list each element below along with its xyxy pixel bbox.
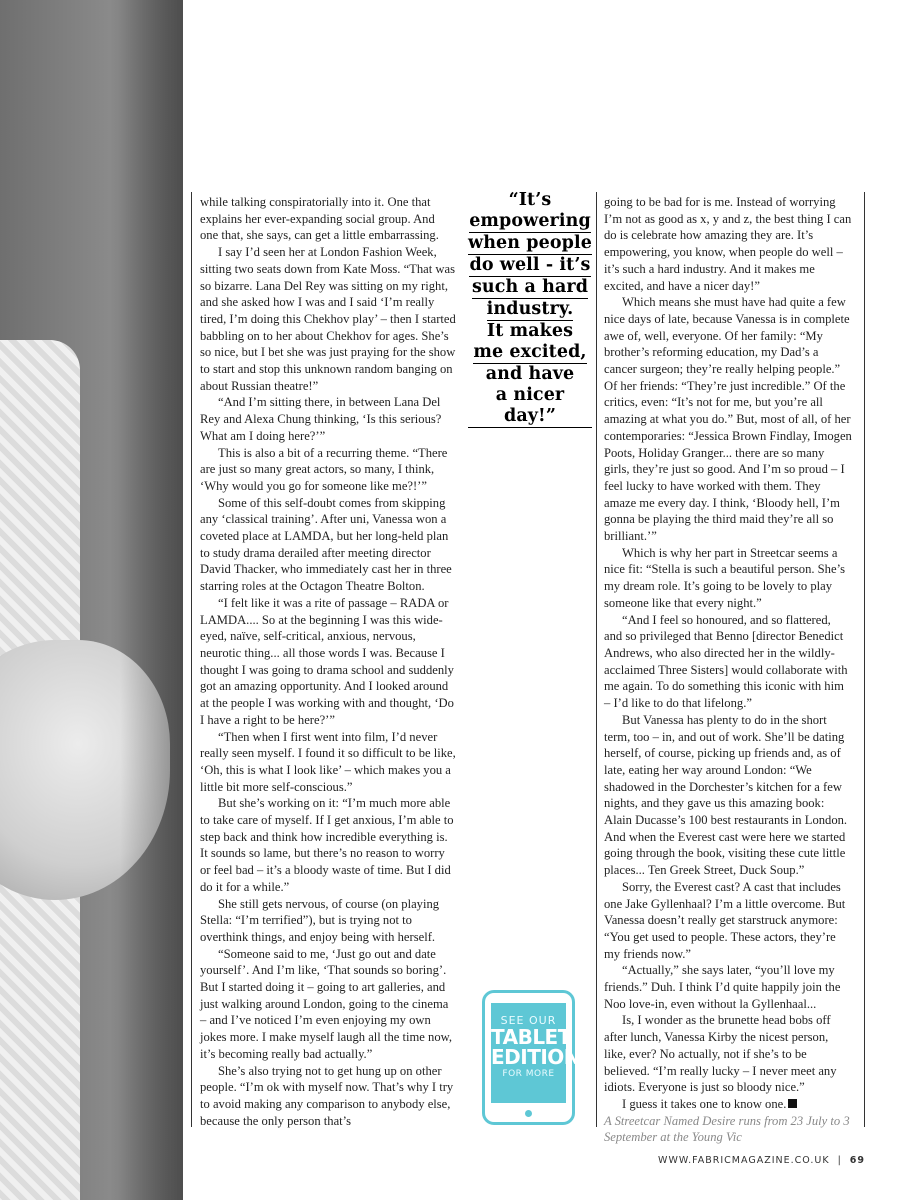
cover-photo	[0, 0, 183, 1200]
paragraph: This is also a bit of a recurring theme. “There are just so many great actors, so many, I think, ‘Why would you go for someone like me?!’”	[200, 445, 448, 493]
paragraph: But she’s working on it: “I’m much more able to take care of myself. If I get anxious, I’m able to step back and think how incredible everything is. It sounds so lame, but there’s no reason to worry or feel bad – it’s a bloody waste of time. But I did do it for a while.”	[200, 796, 454, 894]
paragraph	[604, 1096, 852, 1113]
column-rule-middle	[596, 192, 597, 1127]
pull-quote-line: and have	[485, 364, 575, 384]
paragraph: “I felt like it was a rite of passage – RADA or LAMDA.... So at the beginning I was this wide-eyed, naïve, self-critical, anxious, nervous, neurotic thing... all those words I was. Because I thought I was going to drama school and suddenly got an amazing opportunity. And I looked around at the people I was working with and thought, ‘Do I have a right to be here?’”	[200, 595, 454, 727]
article-column-3	[604, 194, 852, 1146]
article-column-1	[200, 194, 456, 1129]
paragraph: “And I’m sitting there, in between Lana Del Rey and Alexa Chung thinking, ‘Is this serious? What am I doing here?’”	[200, 395, 442, 443]
tablet-edition-badge[interactable]	[482, 990, 581, 1125]
page-number: 69	[849, 1155, 865, 1166]
paragraph: She’s also trying not to get hung up on other people. “I’m ok with myself now. That’s why I try to avoid making any comparison to anybody else, because the only person that’s	[200, 1063, 454, 1128]
column-rule-right	[864, 192, 865, 1127]
paragraph: She still gets nervous, of course (on playing Stella: “I’m terrified”), but is trying not to overthink things, and enjoy being with herself.	[200, 896, 440, 944]
pull-quote-line: when people	[468, 233, 592, 253]
pull-quote-line: such a hard	[471, 277, 589, 297]
page-footer: WWW.FABRICMAGAZINE.CO.UK | 69	[658, 1155, 865, 1166]
paragraph: “Actually,” she says later, “you’ll love my friends.” Duh. I think I’d quite happily join the Noo love-in, even without la Gyllenhaal...	[604, 963, 841, 1011]
tablet-badge-line4: FOR MORE	[502, 1069, 555, 1079]
tablet-badge-line1: SEE OUR	[500, 1014, 557, 1027]
pull-quote-line: It makes	[486, 321, 574, 341]
pull-quote-line: me excited,	[473, 342, 587, 362]
pull-quote	[468, 190, 592, 428]
paragraph: Which means she must have had quite a few nice days of late, because Vanessa is in complete awe of, well, everyone. Of her family: “My brother’s reforming education, my Dad’s a cancer surgeon; they’re really helping people.” Of her friends: “They’re just incredible.” Of the critics, even: “It’s not for me, but you’re all amazing at what you do.” But, most of all, of her contemporaries: “Jessica Brown Findlay, Imogen Poots, Holiday Granger... there are so many girls, they’re just so good. And I’m so proud – I feel lucky to have worked with them. They amaze me every day. I think, ‘Bloody hell, I’m gonna be playing the third maid they’re all so brilliant.’”	[604, 295, 852, 544]
pull-quote-line: “It’s	[508, 190, 552, 210]
pull-quote-line: do well - it’s	[469, 255, 591, 275]
paragraph: Some of this self-doubt comes from skipping any ‘classical training’. After uni, Vanessa won a coveted place at LAMDA, but her long-held plan to study drama derailed after meeting director David Thacker, who immediately cast her in three starring roles at the Octagon Theatre Bolton.	[200, 495, 452, 594]
paragraph: “And I feel so honoured, and so flattered, and so privileged that Benno [director Benedict Andrews, who also directed her in the wildly-acclaimed Three Sisters] would collaborate with me again. To do something this iconic with him – I’d like to do that lifelong.”	[604, 612, 848, 711]
tablet-badge-line3: EDITION	[491, 1045, 581, 1069]
paragraph: I say I’d seen her at London Fashion Week, sitting two seats down from Kate Moss. “That was so bizarre. Lana Del Rey was sitting on my right, and she asked how I was and I said ‘I’m really tired, I’m doing this Chekhov play’ – then I started babbling on to her about Chekhov for ages. She’s so nice, but I bet she was just praying for the show to start and stop this unknown random banging on about Russian theatre!”	[200, 245, 456, 393]
pull-quote-line: empowering	[469, 211, 591, 231]
tablet-screen	[491, 1003, 581, 1103]
paragraph: “Then when I first went into film, I’d never really seen myself. I found it so difficult to be like, ‘Oh, this is what I look like’ – which makes you a little bit more self-conscious.”	[200, 729, 456, 794]
paragraph: going to be bad for is me. Instead of worrying I’m not as good as x, y and z, the best thing I can do is celebrate how amazing they are. It’s empowering, you know, when people do well – it’s such a hard industry. And it makes me excited, and have a nicer day!”	[604, 195, 852, 293]
pull-quote-line: industry.	[486, 299, 574, 319]
final-sentence: I guess it takes one to know one.	[622, 1096, 787, 1111]
paragraph: “Someone said to me, ‘Just go out and date yourself’. And I’m like, ‘That sounds so boring’. But I started doing it – going to art galleries, and just walking around London, going to the cinema – and I’ve noticed I’m even enjoying my own jokes more. I make myself laugh all the time now, it’s becoming really bad actually.”	[200, 946, 453, 1061]
paragraph: But Vanessa has plenty to do in the short term, too – in, and out of work. She’ll be dating herself, of course, picking up friends and, as of late, eating her way around London: “We shadowed in the Dorchester’s kitchen for a few nights, and they gave us this amazing book: Alain Ducasse’s 100 best restaurants in London. And when the Everest cast were here we started going through the book, visiting these cute little places... Ten Greek Street, Duck Soup.”	[604, 712, 848, 878]
paragraph: Sorry, the Everest cast? A cast that includes one Jake Gyllenhaal? I’m a little overcome. But Vanessa doesn’t really get starstruck anymore: “You get used to people. These actors, they’re my friends now.”	[604, 879, 846, 961]
end-mark-icon	[788, 1099, 797, 1108]
tablet-home-button-icon	[525, 1110, 532, 1117]
paragraph: while talking conspiratorially into it. One that explains her ever-expanding social group. And one that, she says, can get a little embarrassing.	[200, 195, 439, 243]
footer-website-link[interactable]: WWW.FABRICMAGAZINE.CO.UK	[658, 1155, 830, 1166]
pull-quote-line: a nicer day!”	[468, 385, 592, 428]
paragraph: Is, I wonder as the brunette head bobs off after lunch, Vanessa Kirby the nicest person, like, ever? No actually, not if she’s to be believed. “I’m really lucky – I never meet any idiots. Everyone is just so bloody nice.”	[604, 1013, 837, 1095]
column-rule-left	[191, 192, 192, 1127]
tablet-badge-line2: TABLET	[491, 1025, 571, 1049]
article-caption: A Streetcar Named Desire runs from 23 July to 3 September at the Young Vic	[604, 1113, 850, 1145]
paragraph: Which is why her part in Streetcar seems a nice fit: “Stella is such a beautiful person. She’s my dream role. It’s going to be lovely to play someone like that every night.”	[604, 545, 845, 610]
